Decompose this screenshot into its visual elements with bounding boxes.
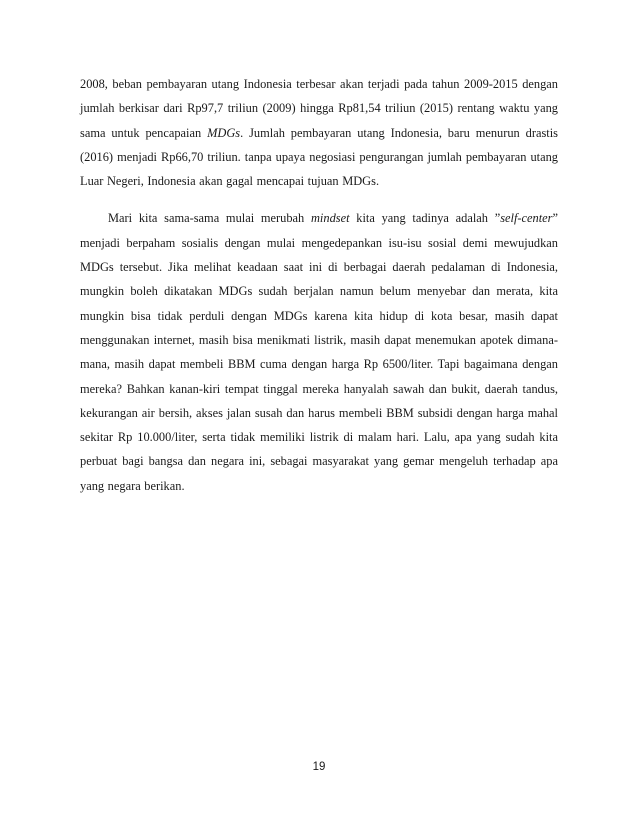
paragraph-2-text-end: ” menjadi berpaham sosialis dengan mulai mengedepankan isu-isu sosial demi mewujudkan MDGs tersebut. Jika melihat keadaan saat ini di berbagai daerah pedalaman di Indonesia, mungkin boleh dikatakan MDGs sudah berjalan namun belum menyebar dan merata, kita mungkin bisa tidak perduli dengan MDGs karena kita hidup di kota besar, masih dapat menggunakan internet, masih bisa menikmati listrik, masih dapat menemukan apotek dimana-mana, masih dapat membeli BBM cuma dengan harga Rp 6500/liter. Tapi bagaimana dengan mereka? Bahkan kanan-kiri tempat tinggal mereka hanyalah sawah dan bukit, daerah tandus, kekurangan air bersih, akses jalan susah dan harus membeli BBM subsidi dengan harga mahal sekitar Rp 10.000/liter, serta tidak memiliki listrik di malam hari. Lalu, apa yang sudah kita perbuat bagi bangsa dan negara ini, sebagai masyarakat yang gemar mengeluh terhadap apa yang negara berikan.	[80, 211, 558, 493]
paragraph-1-text: 2008, beban pembayaran utang Indonesia terbesar akan terjadi pada tahun 2009-2015 dengan jumlah berkisar dari Rp97,7 triliun (2009) hingga Rp81,54 triliun (2015) rentang waktu yang sama untuk pencapaian	[80, 77, 558, 140]
paragraph-2-italic-mindset: mindset	[310, 211, 350, 226]
paragraph-1	[80, 72, 558, 193]
paragraph-2-text: Mari kita sama-sama mulai merubah	[108, 211, 311, 226]
paragraph-2-italic-self-center: self-center	[500, 211, 553, 226]
paragraph-1-text-continued: . Jumlah pembayaran utang Indonesia, baru menurun drastis (2016) menjadi Rp66,70 triliun. tanpa upaya negosiasi pengurangan jumlah pembayaran utang Luar Negeri, Indonesia akan gagal mencapai tujuan MDGs.	[80, 125, 558, 189]
body-text	[80, 72, 558, 498]
paragraph-2-text-continued: kita yang tadinya adalah ”	[349, 211, 501, 226]
paragraph-1-italic-mdgs: MDGs	[207, 125, 241, 140]
page-number: 19	[312, 761, 326, 773]
paragraph-2	[80, 206, 558, 498]
